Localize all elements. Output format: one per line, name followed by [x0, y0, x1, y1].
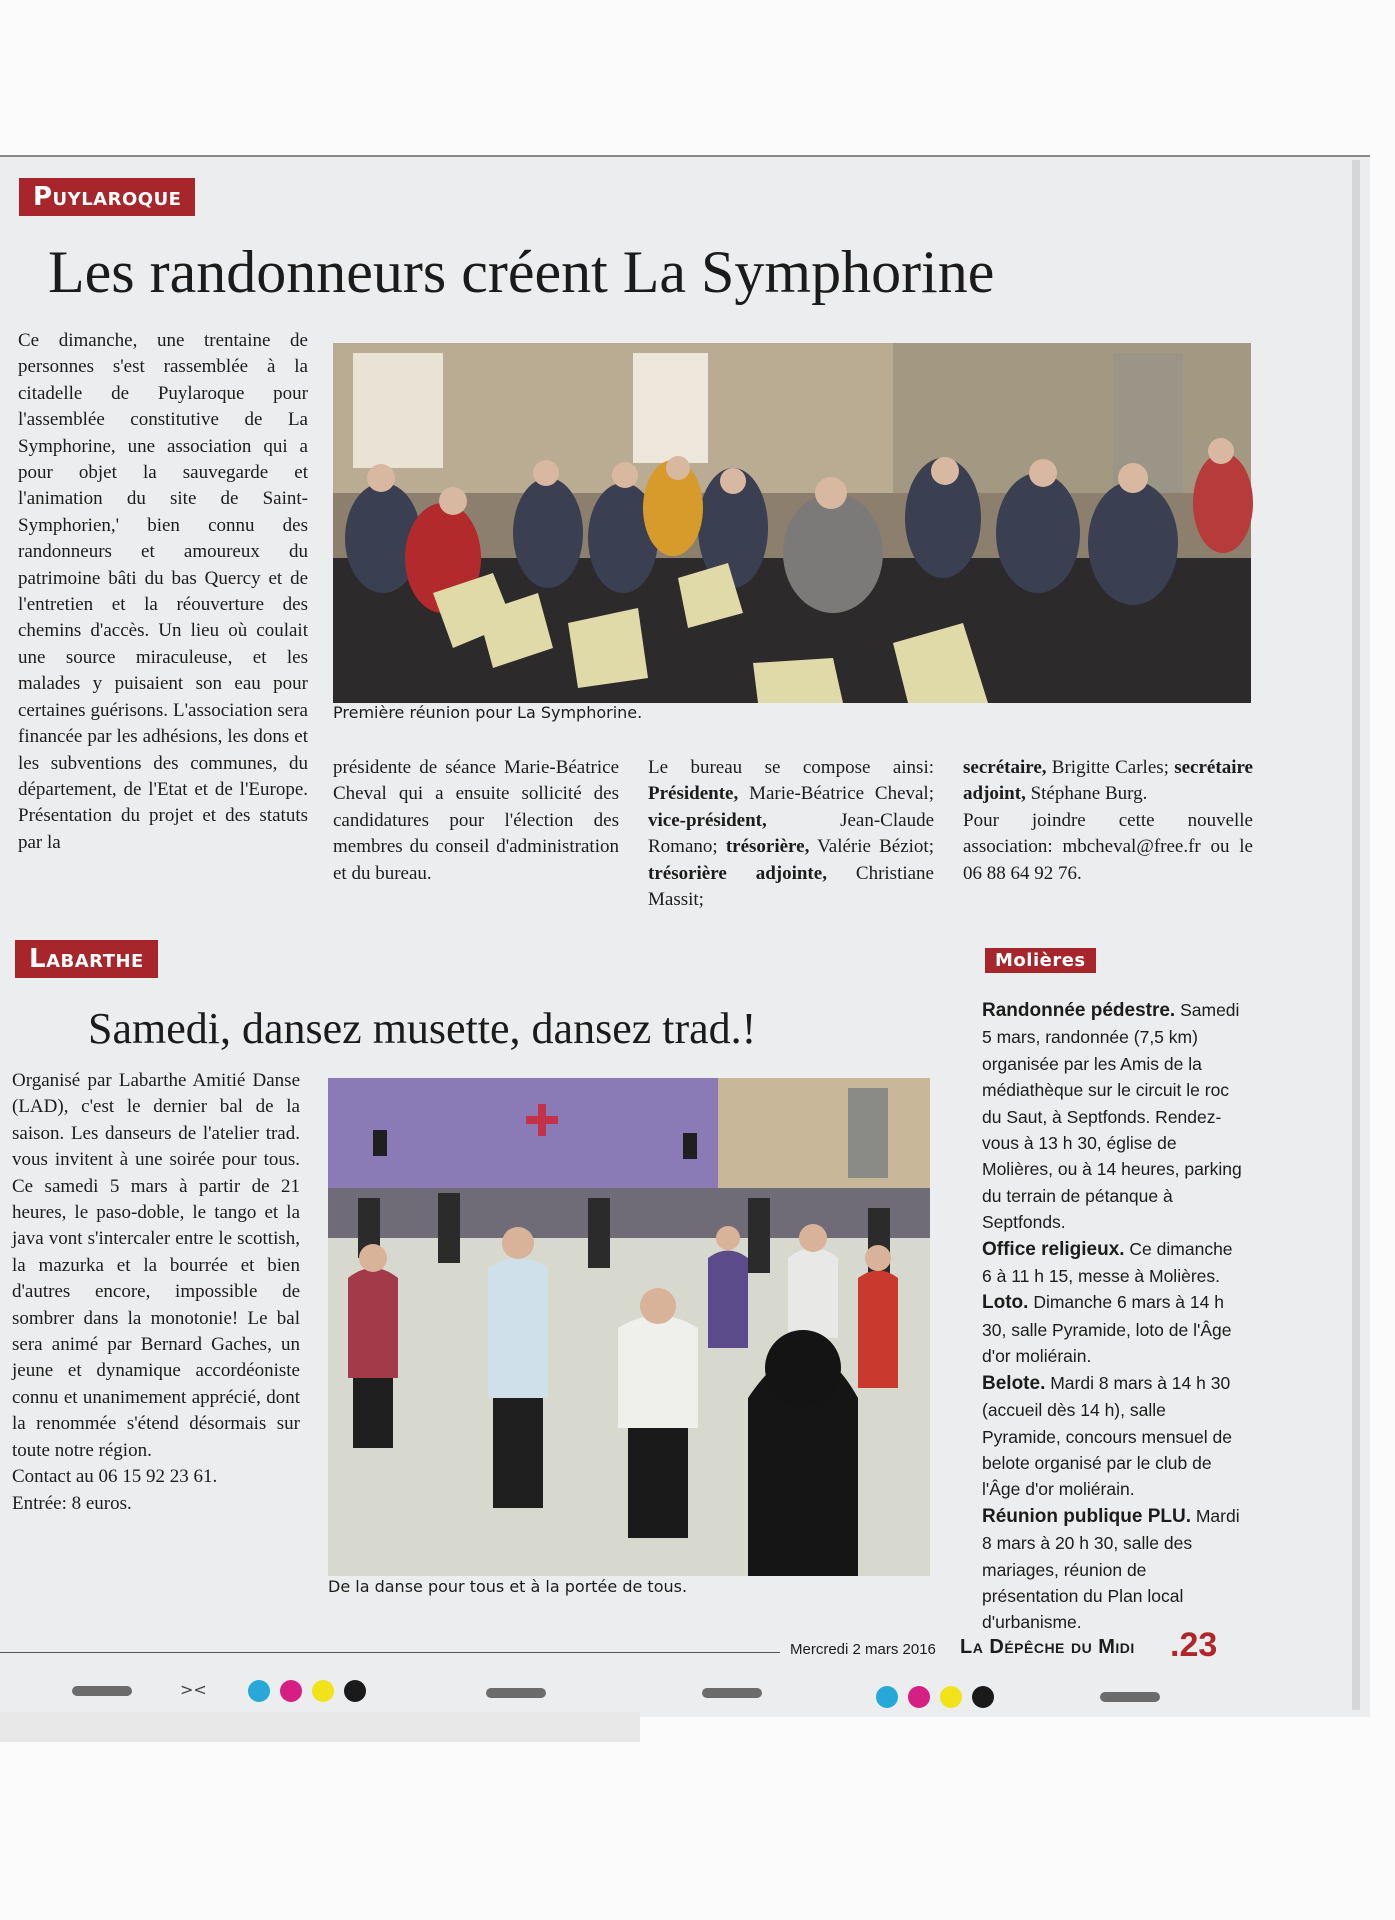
article2-price: Entrée: 8 euros. [12, 1492, 132, 1514]
cyan-ink-dot [248, 1680, 270, 1702]
footer-date: Mercredi 2 mars 2016 [790, 1641, 936, 1658]
crop-mark: >< [180, 1680, 207, 1699]
article1-col2-text: présidente de séance Marie-Béatrice Cheval qui a ensuite sollicité des candidatures pour l'élection des membres du conseil d'administration et du bureau. [333, 757, 619, 884]
registration-bar [1100, 1692, 1160, 1702]
association-contact: Pour joindre cette nouvelle association: mbcheval@free.fr ou le 06 88 64 92 76. [963, 809, 1253, 884]
registration-bar [486, 1688, 546, 1698]
article1-column2 [333, 755, 619, 915]
cyan-ink-dot [876, 1686, 898, 1708]
article1-column4 [963, 755, 1253, 915]
dance-photo-caption: De la danse pour tous et à la portée de tous. [328, 1577, 688, 1596]
article1-column3 [648, 755, 934, 915]
footer-newspaper: La Dépêche du Midi [960, 1636, 1135, 1658]
registration-bar [702, 1688, 762, 1698]
article2-body-text: Organisé par Labarthe Amitié Danse (LAD), c'est le dernier bal de la saison. Les danseurs de l'atelier trad. vous invitent à une soirée pour tous. Ce samedi 5 mars à partir de 21 heures, le paso-doble, le tango et la java vont s'intercaler entre le scottish, la mazurka et la bourrée et bien d'autres encore, impossible de sombrer dans la monotonie! Le bal sera animé par Bernard Gaches, un jeune et dynamique accordéoniste connu et unanimement apprécié, dont la renommée s'étend désormais sur toute notre région. [12, 1070, 300, 1461]
section-tag-molieres: Molières [985, 948, 1096, 973]
brief-belote: Belote. Mardi 8 mars à 14 h 30 (accueil dès 14 h), salle Pyramide, concours mensuel de belote organisé par le club de l'Âge d'or moliérain. [982, 1372, 1232, 1500]
page-edge [1352, 160, 1360, 1710]
molieres-briefs [982, 997, 1244, 1633]
section-tag-puylaroque: Puylaroque [19, 178, 195, 216]
brief-office-religieux: Office religieux. Ce dimanche 6 à 11 h 15, messe à Molières. [982, 1238, 1233, 1287]
paper-strip [0, 1712, 640, 1742]
footer-rule [0, 1652, 780, 1653]
black-ink-dot [344, 1680, 366, 1702]
article2-body [12, 1068, 300, 1601]
footer-page-number: .23 [1170, 1626, 1218, 1664]
brief-reunion-plu: Réunion publique PLU. Mardi 8 mars à 20 h 30, salle des mariages, réunion de présentation du Plan local d'urbanisme. [982, 1505, 1240, 1633]
magenta-ink-dot [908, 1686, 930, 1708]
headline-musette: Samedi, dansez musette, dansez trad.! [88, 1004, 757, 1053]
section-tag-labarthe: Labarthe [15, 940, 158, 978]
brief-randonnee: Randonnée pédestre. Samedi 5 mars, randonnée (7,5 km) organisée par les Amis de la médiathèque sur le circuit le roc du Saut, à Septfonds. Rendez-vous à 13 h 30, église de Molières, ou à 14 heures, parking du terrain de pétanque à Septfonds. [982, 1000, 1242, 1233]
article1-column1 [18, 328, 308, 913]
bureau-secretaries: secrétaire, Brigitte Carles; secrétaire adjoint, Stéphane Burg. [963, 757, 1253, 805]
headline-symphorine: Les randonneurs créent La Symphorine [48, 239, 995, 305]
article1-col1-text: Ce dimanche, une trentaine de personnes s'est rassemblée à la citadelle de Puylaroque pour l'assemblée constitutive de La Symphorine, une association qui a pour objet la sauvegarde et l'animation du site de Saint-Symphorien,' bien connu des randonneurs et amoureux du patrimoine bâti du bas Quercy et de l'entretien et la réouverture des chemins d'accès. Un lieu où coulait une source miraculeuse, et les malades y puisaient son eau pour certaines guérisons. L'association sera financée par les adhésions, les dons et les subventions des communes, du département, de l'Etat et de l'Europe. Présentation du projet et des statuts par la [18, 330, 308, 853]
brief-loto: Loto. Dimanche 6 mars à 14 h 30, salle Pyramide, loto de l'Âge d'or moliérain. [982, 1292, 1232, 1367]
article2-contact: Contact au 06 15 92 23 61. [12, 1466, 218, 1488]
yellow-ink-dot [312, 1680, 334, 1702]
black-ink-dot [972, 1686, 994, 1708]
meeting-photo [333, 343, 1251, 703]
dance-photo [328, 1078, 930, 1576]
registration-bar [72, 1686, 132, 1696]
magenta-ink-dot [280, 1680, 302, 1702]
bureau-composition: Le bureau se compose ainsi: Présidente, Marie-Béatrice Cheval; vice-président, Jean-Claude Romano; trésorière, Valérie Béziot; trésorière adjointe, Christiane Massit; [648, 757, 934, 911]
yellow-ink-dot [940, 1686, 962, 1708]
meeting-photo-caption: Première réunion pour La Symphorine. [333, 703, 643, 722]
